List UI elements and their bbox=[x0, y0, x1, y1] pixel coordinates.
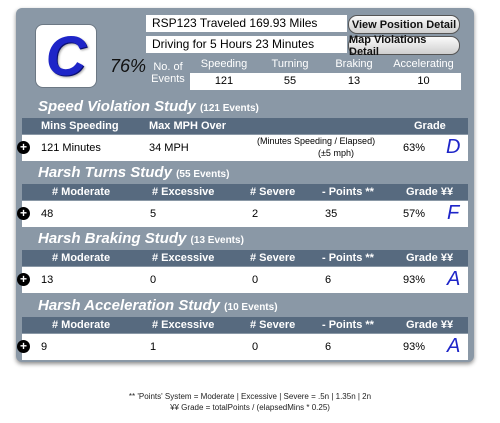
speed-max-value: 34 MPH bbox=[149, 142, 189, 154]
traveled-line: RSP123 Traveled 169.93 Miles bbox=[146, 15, 347, 32]
turns-moderate-value: 48 bbox=[41, 208, 54, 220]
braking-header-row bbox=[22, 250, 468, 266]
event-counts-table bbox=[146, 56, 461, 90]
accel-header-grade: Grade ¥¥ bbox=[406, 319, 454, 331]
count-turning: 55 bbox=[258, 73, 322, 91]
braking-severe-value: 0 bbox=[252, 274, 259, 286]
accel-expand-icon[interactable]: + bbox=[17, 340, 30, 353]
accel-header-points: - Points ** bbox=[322, 319, 374, 331]
turns-points-value: 35 bbox=[325, 208, 338, 220]
turns-severe-value: 2 bbox=[252, 208, 259, 220]
speed-header-grade: Grade bbox=[414, 120, 446, 132]
braking-title-text: Harsh Braking Study bbox=[38, 230, 187, 247]
accel-header-moderate: # Moderate bbox=[52, 319, 111, 331]
speed-header-mins: Mins Speeding bbox=[41, 120, 119, 132]
turns-expand-icon[interactable]: + bbox=[17, 207, 30, 220]
speed-grade-percent: 63% bbox=[403, 142, 426, 154]
braking-header-points: - Points ** bbox=[322, 252, 374, 264]
braking-header-moderate: # Moderate bbox=[52, 252, 111, 264]
turns-header-points: - Points ** bbox=[322, 186, 374, 198]
speed-note-line2: (±5 mph) bbox=[318, 148, 354, 158]
count-accelerating: 10 bbox=[386, 73, 461, 91]
speed-expand-icon[interactable]: + bbox=[17, 141, 30, 154]
accel-excessive-value: 1 bbox=[150, 341, 157, 353]
accel-events-count: (10 Events) bbox=[224, 302, 278, 313]
braking-moderate-value: 13 bbox=[41, 274, 54, 286]
braking-points-value: 6 bbox=[325, 274, 332, 286]
braking-header-excessive: # Excessive bbox=[152, 252, 215, 264]
footnote-grade: ¥¥ Grade = totalPoints / (elapsedMins * 0.25) bbox=[170, 403, 330, 412]
turns-title-text: Harsh Turns Study bbox=[38, 164, 172, 181]
turns-section-title bbox=[22, 163, 484, 183]
view-position-detail-button[interactable]: View Position Detail bbox=[348, 15, 460, 34]
overall-grade-box bbox=[35, 24, 97, 88]
footnote-points: ** 'Points' System = Moderate | Excessive | Severe = .5n | 1.35n | 2n bbox=[128, 392, 372, 401]
braking-grade-letter: A bbox=[447, 268, 461, 290]
turns-grade-letter: F bbox=[447, 202, 460, 224]
braking-section-title bbox=[22, 229, 484, 249]
braking-expand-icon[interactable]: + bbox=[17, 273, 30, 286]
turns-header-moderate: # Moderate bbox=[52, 186, 111, 198]
accel-section-title bbox=[22, 296, 484, 316]
braking-header-grade: Grade ¥¥ bbox=[406, 252, 454, 264]
accel-header-row bbox=[22, 317, 468, 333]
braking-data-row bbox=[19, 267, 468, 293]
turns-excessive-value: 5 bbox=[150, 208, 157, 220]
accel-data-row bbox=[19, 334, 468, 360]
driving-line: Driving for 5 Hours 23 Minutes bbox=[146, 36, 347, 53]
turns-grade-percent: 57% bbox=[403, 208, 426, 220]
accel-header-severe: # Severe bbox=[250, 319, 296, 331]
turns-header-severe: # Severe bbox=[250, 186, 296, 198]
braking-header-severe: # Severe bbox=[250, 252, 296, 264]
turns-data-row bbox=[19, 201, 468, 227]
speed-title-text: Speed Violation Study bbox=[38, 98, 196, 115]
accel-moderate-value: 9 bbox=[41, 341, 48, 353]
counts-header-events: No. of Events bbox=[151, 61, 185, 85]
trip-report-panel bbox=[16, 8, 474, 362]
counts-header-braking: Braking bbox=[335, 57, 373, 70]
turns-header-excessive: # Excessive bbox=[152, 186, 215, 198]
speed-header-row bbox=[22, 118, 468, 134]
overall-grade-letter: C bbox=[45, 24, 87, 87]
turns-header-row bbox=[22, 184, 468, 200]
accel-grade-percent: 93% bbox=[403, 341, 426, 353]
braking-grade-percent: 93% bbox=[403, 274, 426, 286]
overall-grade-percent: 76% bbox=[110, 56, 147, 76]
accel-severe-value: 0 bbox=[252, 341, 259, 353]
braking-events-count: (13 Events) bbox=[190, 235, 244, 246]
accel-points-value: 6 bbox=[325, 341, 332, 353]
speed-note-line1: (Minutes Speeding / Elapsed) bbox=[257, 136, 376, 146]
accel-header-excessive: # Excessive bbox=[152, 319, 215, 331]
accel-grade-letter: A bbox=[447, 335, 461, 357]
speed-mins-value: 121 Minutes bbox=[41, 142, 101, 154]
counts-header-speeding: Speeding bbox=[200, 57, 248, 70]
speed-data-row bbox=[19, 135, 468, 161]
speed-events-count: (121 Events) bbox=[199, 103, 259, 114]
turns-events-count: (55 Events) bbox=[176, 169, 230, 180]
accel-title-text: Harsh Acceleration Study bbox=[38, 297, 220, 314]
count-braking: 13 bbox=[322, 73, 386, 91]
turns-header-grade: Grade ¥¥ bbox=[406, 186, 454, 198]
counts-header-accelerating: Accelerating bbox=[393, 57, 454, 70]
count-speeding: 121 bbox=[190, 73, 258, 91]
speed-grade-letter: D bbox=[446, 136, 461, 158]
speed-header-max: Max MPH Over bbox=[149, 120, 227, 132]
braking-excessive-value: 0 bbox=[150, 274, 157, 286]
map-violations-detail-button[interactable]: Map Violations Detail bbox=[348, 36, 460, 55]
counts-header-turning: Turning bbox=[271, 57, 309, 70]
speed-section-title bbox=[22, 97, 484, 117]
